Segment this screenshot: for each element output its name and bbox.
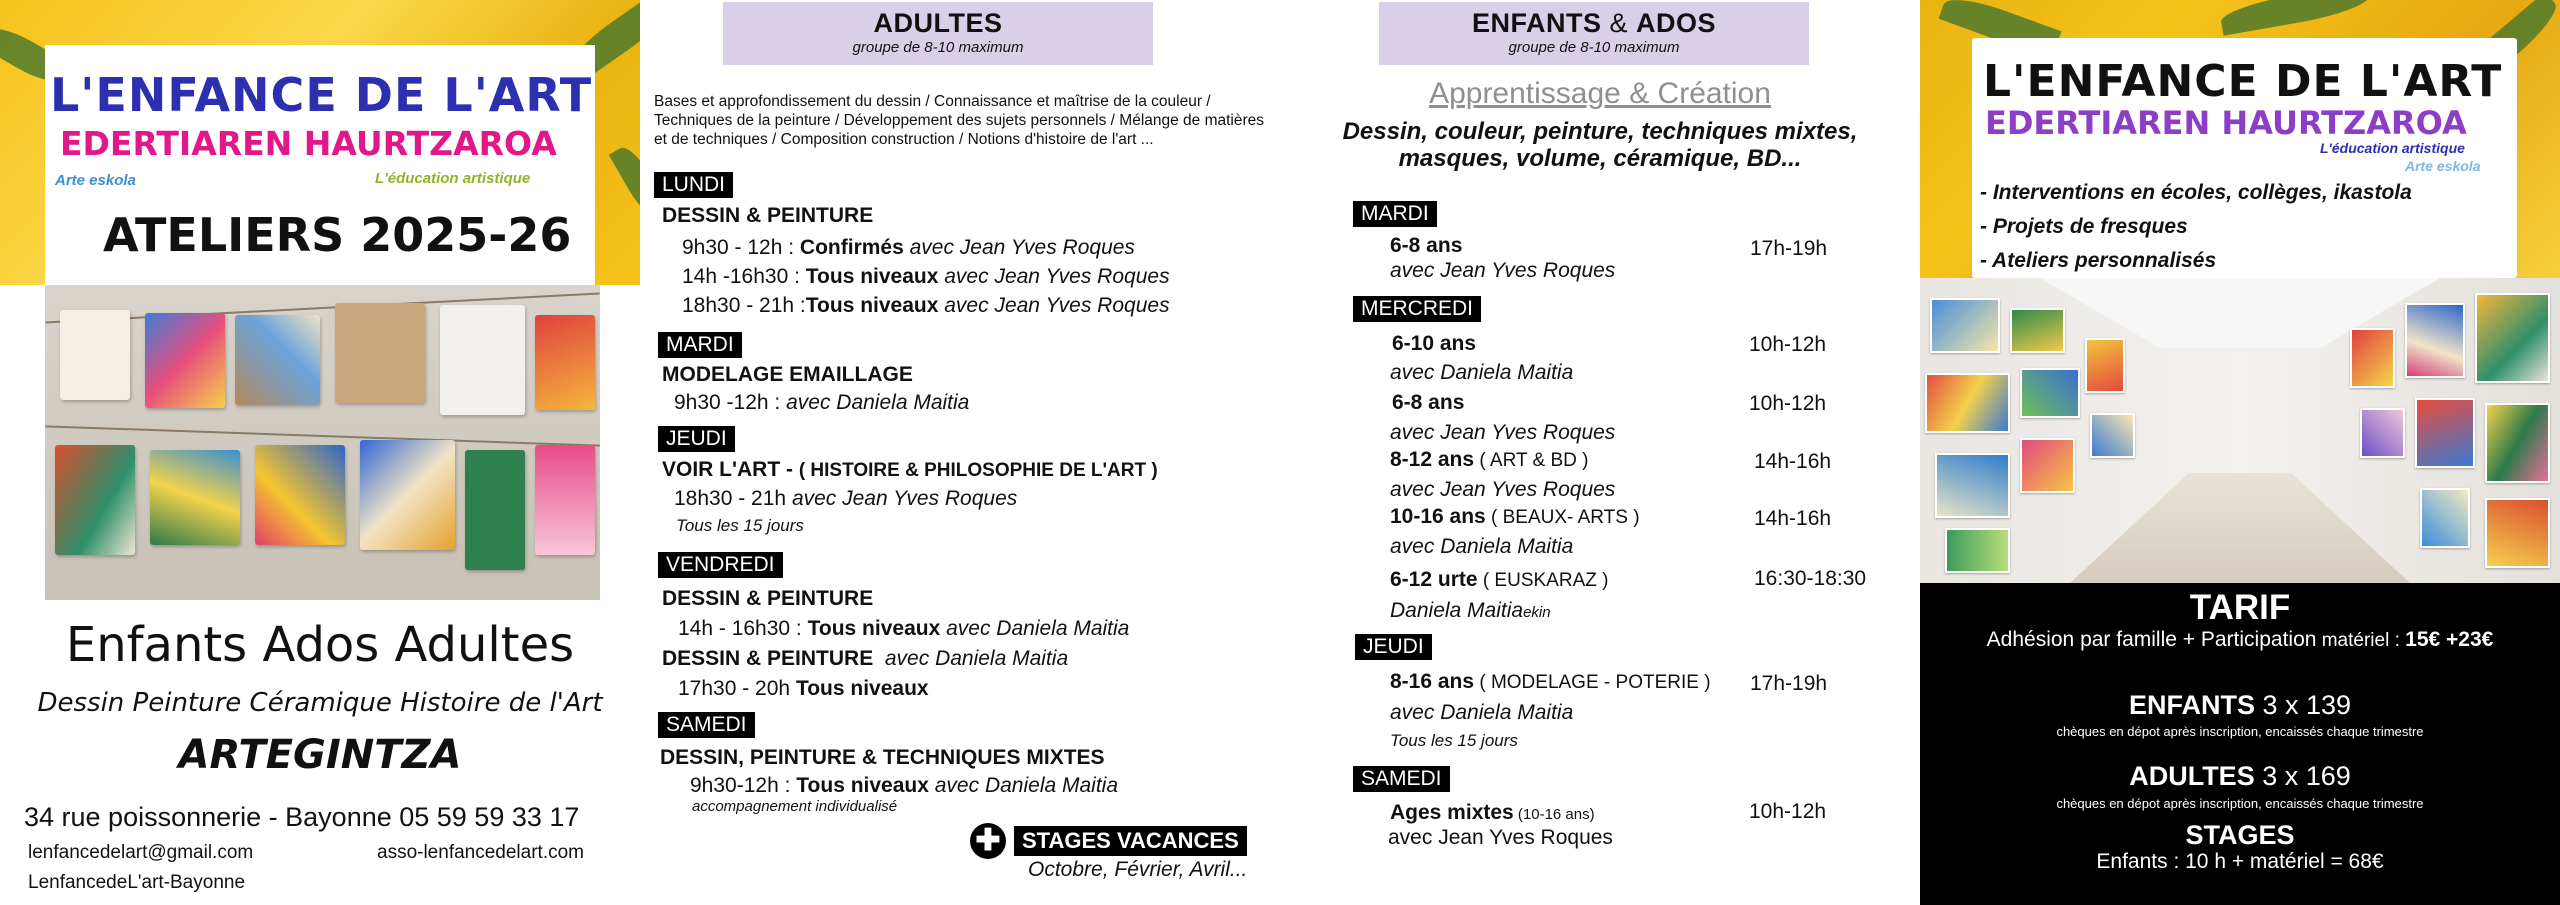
wall-painting [2350, 328, 2395, 388]
stages-vacances-badge [970, 823, 1247, 859]
artegintza-title: ARTEGINTZA [178, 732, 462, 778]
course-title: MODELAGE EMAILLAGE [662, 363, 913, 386]
age-group: 10-16 ans ( BEAUX- ARTS ) [1390, 505, 1640, 528]
stages-dates: Octobre, Février, Avril... [1028, 858, 1248, 881]
day-label-vendredi: VENDREDI [658, 552, 783, 578]
gallery-floor [2070, 473, 2410, 583]
session-line: 14h -16h30 : Tous niveaux avec Jean Yves Roques [682, 265, 1170, 288]
time-slot: 17h-19h [1750, 237, 1828, 260]
day-label-mercredi: MERCREDI [1353, 296, 1481, 322]
adultes-group-size: groupe de 8-10 maximum [852, 39, 1024, 56]
service-item: - Interventions en écoles, collèges, ikastola [1980, 181, 2412, 204]
front-cover-panel [0, 0, 640, 905]
day-label-jeudi: JEUDI [658, 426, 735, 452]
hanging-artwork [440, 305, 525, 415]
hanging-artwork [535, 315, 595, 410]
education-label: L'éducation artistique [375, 170, 531, 187]
course-title: DESSIN & PEINTURE [662, 204, 874, 227]
course-title: DESSIN, PEINTURE & TECHNIQUES MIXTES [660, 746, 1105, 769]
hanging-artwork [55, 445, 135, 555]
teacher-line: avec Daniela Maitia [1390, 361, 1574, 384]
wall-painting [2360, 408, 2405, 458]
tarif-title: TARIF [2189, 588, 2291, 627]
hanging-artwork [235, 315, 320, 405]
course-title: VOIR L'ART - ( HISTOIRE & PHILOSOPHIE DE L'ART ) [662, 458, 1158, 481]
day-label-mardi: MARDI [658, 332, 742, 358]
teacher-line: avec Jean Yves Roques [1390, 259, 1616, 282]
wall-painting [2475, 293, 2550, 383]
wall-painting [1945, 528, 2010, 573]
hanging-artwork [145, 313, 225, 408]
logo-title: L'ENFANCE DE L'ART [50, 68, 593, 122]
services-tarif-panel [1920, 0, 2560, 905]
teacher-line: Daniela Maitiaekin [1390, 599, 1551, 622]
website-link[interactable]: asso-lenfancedelart.com [377, 842, 584, 863]
time-slot: 14h-16h [1754, 507, 1832, 530]
stages-price: Enfants : 10 h + matériel = 68€ [2096, 850, 2384, 873]
arte-eskola-label: Arte eskola [2405, 158, 2481, 174]
wall-painting [2090, 413, 2135, 458]
age-group: Ages mixtes (10-16 ans) [1390, 801, 1595, 824]
teacher-line: avec Jean Yves Roques [1390, 421, 1616, 444]
session-line: 18h30 - 21h avec Jean Yves Roques [674, 487, 1018, 510]
time-slot: 10h-12h [1749, 800, 1827, 823]
enfants-ados-header [1379, 2, 1809, 65]
adultes-header [723, 2, 1153, 65]
course-title: DESSIN & PEINTURE [662, 587, 874, 610]
wall-painting [2020, 368, 2080, 418]
hanging-artwork [255, 445, 345, 545]
wall-painting [1925, 373, 2010, 433]
wall-painting [2020, 438, 2075, 493]
arte-eskola-label: Arte eskola [55, 172, 136, 189]
time-slot: 10h-12h [1749, 392, 1827, 415]
time-slot: 10h-12h [1749, 333, 1827, 356]
wall-painting [2485, 403, 2550, 483]
wall-painting [2010, 308, 2065, 353]
session-line: 9h30 - 12h : Confirmés avec Jean Yves Roques [682, 236, 1135, 259]
session-line: 17h30 - 20h Tous niveaux [678, 677, 929, 700]
adultes-price-line: ADULTES 3 x 169 [2129, 761, 2351, 791]
time-slot: 14h-16h [1754, 450, 1832, 473]
day-label-jeudi: JEUDI [1355, 634, 1432, 660]
enfants-payment-note: chèques en dépot après inscription, encaissés chaque trimestre [2056, 724, 2424, 739]
activities-line-1: Dessin, couleur, peinture, techniques mixtes, [1342, 118, 1858, 145]
adultes-intro: Bases et approfondissement du dessin / Connaissance et maîtrise de la couleur / Techniques de la peinture / Développement des sujets personnels / Mélange de matières et de techniques / Composition construction / Notions d'histoire de l'art ... [654, 93, 1265, 148]
plus-icon: ✚ [970, 823, 1006, 859]
wall-painting [2085, 338, 2125, 393]
age-group: 6-12 urte ( EUSKARAZ ) [1390, 568, 1609, 591]
day-label-samedi: SAMEDI [1353, 766, 1450, 792]
disciplines-line: Dessin Peinture Céramique Histoire de l'Art [37, 688, 603, 718]
day-label-samedi: SAMEDI [658, 712, 755, 738]
age-group: 8-12 ans ( ART & BD ) [1390, 448, 1589, 471]
enfants-group-size: groupe de 8-10 maximum [1508, 39, 1680, 56]
adultes-title: ADULTES [873, 8, 1003, 38]
session-line: 14h - 16h30 : Tous niveaux avec Daniela Maitia [678, 617, 1130, 640]
individual-note: accompagnement individualisé [692, 798, 898, 815]
session-line: 9h30 -12h : avec Daniela Maitia [674, 391, 970, 414]
age-group: 8-16 ans ( MODELAGE - POTERIE ) [1390, 670, 1711, 693]
course-title: DESSIN & PEINTURE avec Daniela Maitia [662, 647, 1069, 670]
session-line: 18h30 - 21h :Tous niveaux avec Jean Yves Roques [682, 294, 1170, 317]
services-list [1980, 176, 2412, 278]
service-item: - Ateliers personnalisés [1980, 249, 2217, 272]
stages-title: STAGES [2185, 820, 2295, 850]
frequency-note: Tous les 15 jours [676, 516, 804, 535]
adultes-payment-note: chèques en dépot après inscription, encaissés chaque trimestre [2056, 796, 2424, 811]
hanging-artwork [335, 303, 425, 403]
teacher-line: avec Daniela Maitia [1390, 701, 1574, 724]
frequency-note: Tous les 15 jours [1390, 731, 1518, 750]
adhesion-line: Adhésion par famille + Participation matériel : 15€ +23€ [1986, 628, 2494, 651]
enfants-ados-panel [1280, 0, 1920, 905]
email-link[interactable]: lenfancedelart@gmail.com [28, 842, 254, 863]
leaf-decoration [2219, 0, 2372, 36]
hanging-artwork [465, 450, 525, 570]
wall-painting [1935, 453, 2010, 518]
hanging-artwork [535, 445, 595, 555]
teacher-line: avec Daniela Maitia [1390, 535, 1574, 558]
hanging-string [45, 425, 600, 446]
logo-title: L'ENFANCE DE L'ART [1983, 56, 2503, 107]
stages-vacances-label: STAGES VACANCES [1014, 826, 1247, 856]
address-phone: 34 rue poissonnerie - Bayonne 05 59 59 33 17 [24, 802, 580, 832]
enfants-price-line: ENFANTS 3 x 139 [2128, 690, 2352, 720]
day-label-lundi: LUNDI [654, 172, 733, 198]
age-group: 6-10 ans [1392, 332, 1477, 355]
time-slot: 16:30-18:30 [1754, 567, 1867, 590]
hanging-artwork [150, 450, 240, 545]
logo-subtitle: EDERTIAREN HAURTZAROA [60, 124, 557, 163]
teacher-line: avec Jean Yves Roques [1388, 826, 1613, 849]
apprentissage-title: Apprentissage & Création [1429, 77, 1771, 110]
time-slot: 17h-19h [1750, 672, 1828, 695]
ateliers-title: ATELIERS 2025-26 [103, 208, 572, 262]
age-group: 6-8 ans [1392, 391, 1465, 414]
gallery-photo [1920, 278, 2560, 583]
activities-line-2: masques, volume, céramique, BD... [1398, 145, 1802, 172]
session-line: 9h30-12h : Tous niveaux avec Daniela Maitia [690, 774, 1119, 797]
day-label-mardi: MARDI [1353, 201, 1437, 227]
facebook-link[interactable]: LenfancedeL'art-Bayonne [28, 872, 246, 893]
wall-painting [1930, 298, 2000, 353]
hanging-artwork [360, 440, 455, 550]
age-group: 6-8 ans [1390, 234, 1463, 257]
teacher-line: avec Jean Yves Roques [1390, 478, 1616, 501]
wall-painting [2420, 488, 2470, 548]
artwork-photo [45, 285, 600, 600]
adultes-panel [640, 0, 1280, 905]
service-item: - Projets de fresques [1980, 215, 2188, 238]
wall-painting [2415, 398, 2475, 468]
education-label: L'éducation artistique [2320, 140, 2465, 156]
wall-painting [2485, 498, 2550, 568]
logo-subtitle: EDERTIAREN HAURTZAROA [1985, 104, 2467, 142]
wall-painting [2405, 303, 2465, 378]
enfants-ados-title: ENFANTS & ADOS [1471, 8, 1717, 38]
audience-line: Enfants Ados Adultes [65, 617, 575, 673]
leaf-decoration [609, 142, 640, 224]
hanging-artwork [60, 310, 130, 400]
